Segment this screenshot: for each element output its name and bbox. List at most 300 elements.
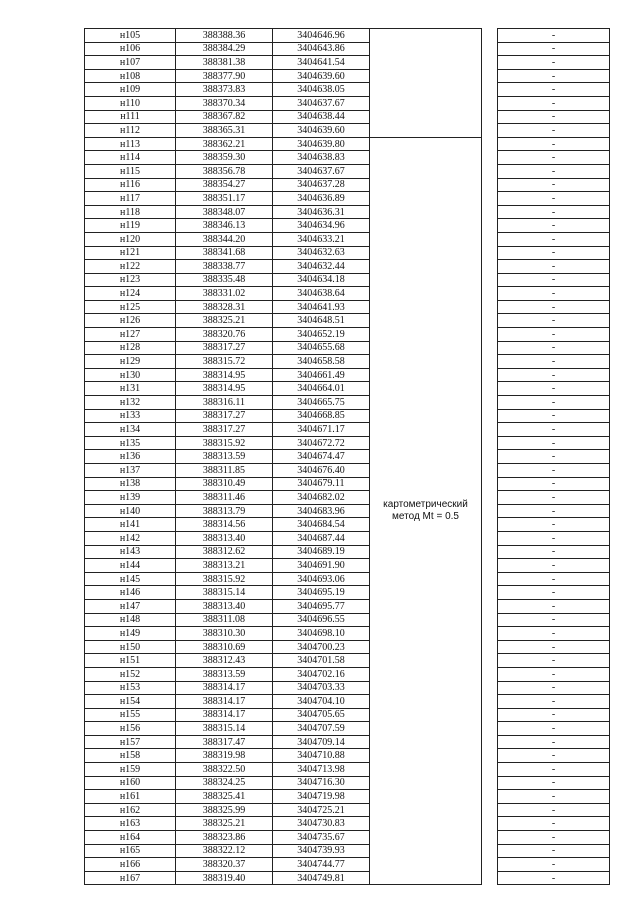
x-coordinate-cell: 388320.37 bbox=[176, 858, 273, 872]
table-row bbox=[85, 56, 610, 70]
x-coordinate-cell: 388370.34 bbox=[176, 96, 273, 110]
table-row bbox=[85, 450, 610, 464]
point-name-cell: н150 bbox=[85, 640, 176, 654]
point-name-cell: н156 bbox=[85, 722, 176, 736]
dash-cell: - bbox=[498, 164, 610, 178]
y-coordinate-cell: 3404634.18 bbox=[273, 273, 370, 287]
y-coordinate-cell: 3404668.85 bbox=[273, 409, 370, 423]
table-row bbox=[85, 42, 610, 56]
table-row bbox=[85, 382, 610, 396]
x-coordinate-cell: 388315.14 bbox=[176, 586, 273, 600]
dash-cell: - bbox=[498, 396, 610, 410]
y-coordinate-cell: 3404709.14 bbox=[273, 735, 370, 749]
coordinates-table-body bbox=[85, 29, 610, 885]
dash-cell: - bbox=[498, 477, 610, 491]
table-row bbox=[85, 518, 610, 532]
y-coordinate-cell: 3404633.21 bbox=[273, 232, 370, 246]
table-row bbox=[85, 314, 610, 328]
x-coordinate-cell: 388314.56 bbox=[176, 518, 273, 532]
table-row bbox=[85, 83, 610, 97]
table-row bbox=[85, 858, 610, 872]
y-coordinate-cell: 3404689.19 bbox=[273, 545, 370, 559]
table-row bbox=[85, 776, 610, 790]
point-name-cell: н127 bbox=[85, 328, 176, 342]
point-name-cell: н144 bbox=[85, 559, 176, 573]
y-coordinate-cell: 3404671.17 bbox=[273, 423, 370, 437]
point-name-cell: н126 bbox=[85, 314, 176, 328]
dash-cell: - bbox=[498, 654, 610, 668]
x-coordinate-cell: 388319.98 bbox=[176, 749, 273, 763]
x-coordinate-cell: 388373.83 bbox=[176, 83, 273, 97]
y-coordinate-cell: 3404639.60 bbox=[273, 124, 370, 138]
y-coordinate-cell: 3404707.59 bbox=[273, 722, 370, 736]
table-row bbox=[85, 436, 610, 450]
y-coordinate-cell: 3404637.67 bbox=[273, 164, 370, 178]
table-row bbox=[85, 695, 610, 709]
point-name-cell: н162 bbox=[85, 803, 176, 817]
y-coordinate-cell: 3404676.40 bbox=[273, 464, 370, 478]
point-name-cell: н142 bbox=[85, 531, 176, 545]
y-coordinate-cell: 3404637.28 bbox=[273, 178, 370, 192]
point-name-cell: н159 bbox=[85, 763, 176, 777]
x-coordinate-cell: 388341.68 bbox=[176, 246, 273, 260]
y-coordinate-cell: 3404703.33 bbox=[273, 681, 370, 695]
point-name-cell: н145 bbox=[85, 572, 176, 586]
dash-cell: - bbox=[498, 96, 610, 110]
table-row bbox=[85, 667, 610, 681]
dash-cell: - bbox=[498, 69, 610, 83]
dash-cell: - bbox=[498, 790, 610, 804]
point-name-cell: н120 bbox=[85, 232, 176, 246]
table-row bbox=[85, 232, 610, 246]
y-coordinate-cell: 3404643.86 bbox=[273, 42, 370, 56]
table-row bbox=[85, 708, 610, 722]
x-coordinate-cell: 388317.27 bbox=[176, 341, 273, 355]
x-coordinate-cell: 388362.21 bbox=[176, 137, 273, 151]
dash-cell: - bbox=[498, 695, 610, 709]
point-name-cell: н164 bbox=[85, 831, 176, 845]
dash-cell: - bbox=[498, 355, 610, 369]
y-coordinate-cell: 3404638.44 bbox=[273, 110, 370, 124]
x-coordinate-cell: 388377.90 bbox=[176, 69, 273, 83]
y-coordinate-cell: 3404641.54 bbox=[273, 56, 370, 70]
dash-cell: - bbox=[498, 831, 610, 845]
table-row bbox=[85, 137, 610, 151]
method-note-cell: картометрический метод Mt = 0.5 bbox=[370, 137, 482, 885]
y-coordinate-cell: 3404683.96 bbox=[273, 504, 370, 518]
point-name-cell: н146 bbox=[85, 586, 176, 600]
dash-cell: - bbox=[498, 178, 610, 192]
x-coordinate-cell: 388310.69 bbox=[176, 640, 273, 654]
table-row bbox=[85, 192, 610, 206]
point-name-cell: н116 bbox=[85, 178, 176, 192]
dash-cell: - bbox=[498, 871, 610, 885]
dash-cell: - bbox=[498, 613, 610, 627]
table-row bbox=[85, 654, 610, 668]
table-row bbox=[85, 844, 610, 858]
x-coordinate-cell: 388328.31 bbox=[176, 300, 273, 314]
x-coordinate-cell: 388325.21 bbox=[176, 314, 273, 328]
y-coordinate-cell: 3404696.55 bbox=[273, 613, 370, 627]
y-coordinate-cell: 3404632.44 bbox=[273, 260, 370, 274]
dash-cell: - bbox=[498, 844, 610, 858]
y-coordinate-cell: 3404674.47 bbox=[273, 450, 370, 464]
dash-cell: - bbox=[498, 518, 610, 532]
point-name-cell: н135 bbox=[85, 436, 176, 450]
x-coordinate-cell: 388314.17 bbox=[176, 695, 273, 709]
table-row bbox=[85, 640, 610, 654]
x-coordinate-cell: 388356.78 bbox=[176, 164, 273, 178]
dash-cell: - bbox=[498, 29, 610, 43]
table-row bbox=[85, 681, 610, 695]
x-coordinate-cell: 388310.49 bbox=[176, 477, 273, 491]
dash-cell: - bbox=[498, 803, 610, 817]
table-row bbox=[85, 790, 610, 804]
table-row bbox=[85, 586, 610, 600]
y-coordinate-cell: 3404636.31 bbox=[273, 205, 370, 219]
x-coordinate-cell: 388348.07 bbox=[176, 205, 273, 219]
table-row bbox=[85, 396, 610, 410]
x-coordinate-cell: 388359.30 bbox=[176, 151, 273, 165]
y-coordinate-cell: 3404719.98 bbox=[273, 790, 370, 804]
dash-cell: - bbox=[498, 137, 610, 151]
dash-cell: - bbox=[498, 192, 610, 206]
x-coordinate-cell: 388322.12 bbox=[176, 844, 273, 858]
dash-cell: - bbox=[498, 450, 610, 464]
point-name-cell: н133 bbox=[85, 409, 176, 423]
x-coordinate-cell: 388314.95 bbox=[176, 382, 273, 396]
x-coordinate-cell: 388388.36 bbox=[176, 29, 273, 43]
y-coordinate-cell: 3404705.65 bbox=[273, 708, 370, 722]
x-coordinate-cell: 388325.21 bbox=[176, 817, 273, 831]
dash-cell: - bbox=[498, 531, 610, 545]
table-row bbox=[85, 341, 610, 355]
table-row bbox=[85, 300, 610, 314]
dash-cell: - bbox=[498, 559, 610, 573]
x-coordinate-cell: 388346.13 bbox=[176, 219, 273, 233]
x-coordinate-cell: 388315.92 bbox=[176, 572, 273, 586]
coordinates-table bbox=[84, 28, 610, 885]
x-coordinate-cell: 388313.21 bbox=[176, 559, 273, 573]
x-coordinate-cell: 388331.02 bbox=[176, 287, 273, 301]
y-coordinate-cell: 3404639.60 bbox=[273, 69, 370, 83]
x-coordinate-cell: 388351.17 bbox=[176, 192, 273, 206]
dash-cell: - bbox=[498, 314, 610, 328]
y-coordinate-cell: 3404658.58 bbox=[273, 355, 370, 369]
point-name-cell: н130 bbox=[85, 368, 176, 382]
table-row bbox=[85, 110, 610, 124]
y-coordinate-cell: 3404744.77 bbox=[273, 858, 370, 872]
y-coordinate-cell: 3404713.98 bbox=[273, 763, 370, 777]
x-coordinate-cell: 388325.41 bbox=[176, 790, 273, 804]
point-name-cell: н131 bbox=[85, 382, 176, 396]
dash-cell: - bbox=[498, 586, 610, 600]
point-name-cell: н134 bbox=[85, 423, 176, 437]
table-row bbox=[85, 749, 610, 763]
dash-cell: - bbox=[498, 219, 610, 233]
point-name-cell: н106 bbox=[85, 42, 176, 56]
point-name-cell: н137 bbox=[85, 464, 176, 478]
dash-cell: - bbox=[498, 273, 610, 287]
point-name-cell: н128 bbox=[85, 341, 176, 355]
y-coordinate-cell: 3404691.90 bbox=[273, 559, 370, 573]
point-name-cell: н108 bbox=[85, 69, 176, 83]
x-coordinate-cell: 388317.27 bbox=[176, 423, 273, 437]
x-coordinate-cell: 388312.43 bbox=[176, 654, 273, 668]
dash-cell: - bbox=[498, 341, 610, 355]
point-name-cell: н166 bbox=[85, 858, 176, 872]
x-coordinate-cell: 388313.59 bbox=[176, 667, 273, 681]
y-coordinate-cell: 3404655.68 bbox=[273, 341, 370, 355]
table-row bbox=[85, 599, 610, 613]
y-coordinate-cell: 3404638.64 bbox=[273, 287, 370, 301]
y-coordinate-cell: 3404639.80 bbox=[273, 137, 370, 151]
dash-cell: - bbox=[498, 436, 610, 450]
point-name-cell: н139 bbox=[85, 491, 176, 505]
x-coordinate-cell: 388317.47 bbox=[176, 735, 273, 749]
point-name-cell: н105 bbox=[85, 29, 176, 43]
dash-cell: - bbox=[498, 599, 610, 613]
table-row bbox=[85, 328, 610, 342]
table-row bbox=[85, 355, 610, 369]
dash-cell: - bbox=[498, 124, 610, 138]
table-row bbox=[85, 627, 610, 641]
point-name-cell: н132 bbox=[85, 396, 176, 410]
x-coordinate-cell: 388338.77 bbox=[176, 260, 273, 274]
y-coordinate-cell: 3404700.23 bbox=[273, 640, 370, 654]
x-coordinate-cell: 388313.40 bbox=[176, 531, 273, 545]
y-coordinate-cell: 3404695.19 bbox=[273, 586, 370, 600]
dash-cell: - bbox=[498, 328, 610, 342]
x-coordinate-cell: 388315.72 bbox=[176, 355, 273, 369]
x-coordinate-cell: 388315.14 bbox=[176, 722, 273, 736]
dash-cell: - bbox=[498, 246, 610, 260]
point-name-cell: н165 bbox=[85, 844, 176, 858]
y-coordinate-cell: 3404701.58 bbox=[273, 654, 370, 668]
y-coordinate-cell: 3404632.63 bbox=[273, 246, 370, 260]
y-coordinate-cell: 3404634.96 bbox=[273, 219, 370, 233]
point-name-cell: н125 bbox=[85, 300, 176, 314]
x-coordinate-cell: 388323.86 bbox=[176, 831, 273, 845]
table-row bbox=[85, 831, 610, 845]
table-row bbox=[85, 409, 610, 423]
table-row bbox=[85, 164, 610, 178]
dash-cell: - bbox=[498, 83, 610, 97]
table-row bbox=[85, 29, 610, 43]
point-name-cell: н161 bbox=[85, 790, 176, 804]
dash-cell: - bbox=[498, 681, 610, 695]
y-coordinate-cell: 3404648.51 bbox=[273, 314, 370, 328]
table-row bbox=[85, 151, 610, 165]
dash-cell: - bbox=[498, 300, 610, 314]
point-name-cell: н119 bbox=[85, 219, 176, 233]
y-coordinate-cell: 3404637.67 bbox=[273, 96, 370, 110]
dash-cell: - bbox=[498, 232, 610, 246]
point-name-cell: н111 bbox=[85, 110, 176, 124]
point-name-cell: н112 bbox=[85, 124, 176, 138]
point-name-cell: н140 bbox=[85, 504, 176, 518]
x-coordinate-cell: 388316.11 bbox=[176, 396, 273, 410]
table-row bbox=[85, 531, 610, 545]
point-name-cell: н118 bbox=[85, 205, 176, 219]
x-coordinate-cell: 388324.25 bbox=[176, 776, 273, 790]
y-coordinate-cell: 3404693.06 bbox=[273, 572, 370, 586]
point-name-cell: н136 bbox=[85, 450, 176, 464]
point-name-cell: н122 bbox=[85, 260, 176, 274]
dash-cell: - bbox=[498, 368, 610, 382]
x-coordinate-cell: 388314.95 bbox=[176, 368, 273, 382]
table-row bbox=[85, 205, 610, 219]
point-name-cell: н109 bbox=[85, 83, 176, 97]
point-name-cell: н152 bbox=[85, 667, 176, 681]
dash-cell: - bbox=[498, 817, 610, 831]
point-name-cell: н154 bbox=[85, 695, 176, 709]
dash-cell: - bbox=[498, 572, 610, 586]
table-row bbox=[85, 803, 610, 817]
x-coordinate-cell: 388344.20 bbox=[176, 232, 273, 246]
y-coordinate-cell: 3404739.93 bbox=[273, 844, 370, 858]
table-row bbox=[85, 504, 610, 518]
table-row bbox=[85, 735, 610, 749]
dash-cell: - bbox=[498, 409, 610, 423]
point-name-cell: н158 bbox=[85, 749, 176, 763]
x-coordinate-cell: 388367.82 bbox=[176, 110, 273, 124]
point-name-cell: н157 bbox=[85, 735, 176, 749]
dash-cell: - bbox=[498, 735, 610, 749]
dash-cell: - bbox=[498, 423, 610, 437]
table-row bbox=[85, 559, 610, 573]
dash-cell: - bbox=[498, 42, 610, 56]
column-gap bbox=[482, 29, 498, 885]
dash-cell: - bbox=[498, 858, 610, 872]
y-coordinate-cell: 3404665.75 bbox=[273, 396, 370, 410]
point-name-cell: н110 bbox=[85, 96, 176, 110]
point-name-cell: н124 bbox=[85, 287, 176, 301]
y-coordinate-cell: 3404652.19 bbox=[273, 328, 370, 342]
x-coordinate-cell: 388365.31 bbox=[176, 124, 273, 138]
point-name-cell: н153 bbox=[85, 681, 176, 695]
y-coordinate-cell: 3404702.16 bbox=[273, 667, 370, 681]
table-row bbox=[85, 423, 610, 437]
dash-cell: - bbox=[498, 151, 610, 165]
y-coordinate-cell: 3404646.96 bbox=[273, 29, 370, 43]
x-coordinate-cell: 388315.92 bbox=[176, 436, 273, 450]
point-name-cell: н163 bbox=[85, 817, 176, 831]
table-row bbox=[85, 491, 610, 505]
dash-cell: - bbox=[498, 667, 610, 681]
point-name-cell: н147 bbox=[85, 599, 176, 613]
x-coordinate-cell: 388311.08 bbox=[176, 613, 273, 627]
point-name-cell: н167 bbox=[85, 871, 176, 885]
table-row bbox=[85, 613, 610, 627]
point-name-cell: н117 bbox=[85, 192, 176, 206]
dash-cell: - bbox=[498, 776, 610, 790]
table-row bbox=[85, 722, 610, 736]
x-coordinate-cell: 388354.27 bbox=[176, 178, 273, 192]
y-coordinate-cell: 3404710.88 bbox=[273, 749, 370, 763]
y-coordinate-cell: 3404716.30 bbox=[273, 776, 370, 790]
x-coordinate-cell: 388314.17 bbox=[176, 708, 273, 722]
method-cell-empty bbox=[370, 29, 482, 138]
dash-cell: - bbox=[498, 722, 610, 736]
table-row bbox=[85, 477, 610, 491]
dash-cell: - bbox=[498, 749, 610, 763]
y-coordinate-cell: 3404730.83 bbox=[273, 817, 370, 831]
table-row bbox=[85, 287, 610, 301]
dash-cell: - bbox=[498, 545, 610, 559]
dash-cell: - bbox=[498, 56, 610, 70]
point-name-cell: н141 bbox=[85, 518, 176, 532]
table-row bbox=[85, 96, 610, 110]
y-coordinate-cell: 3404698.10 bbox=[273, 627, 370, 641]
dash-cell: - bbox=[498, 640, 610, 654]
point-name-cell: н149 bbox=[85, 627, 176, 641]
y-coordinate-cell: 3404682.02 bbox=[273, 491, 370, 505]
y-coordinate-cell: 3404638.05 bbox=[273, 83, 370, 97]
point-name-cell: н113 bbox=[85, 137, 176, 151]
point-name-cell: н107 bbox=[85, 56, 176, 70]
x-coordinate-cell: 388311.85 bbox=[176, 464, 273, 478]
x-coordinate-cell: 388310.30 bbox=[176, 627, 273, 641]
x-coordinate-cell: 388313.40 bbox=[176, 599, 273, 613]
x-coordinate-cell: 388313.59 bbox=[176, 450, 273, 464]
table-row bbox=[85, 178, 610, 192]
y-coordinate-cell: 3404725.21 bbox=[273, 803, 370, 817]
y-coordinate-cell: 3404704.10 bbox=[273, 695, 370, 709]
table-row bbox=[85, 464, 610, 478]
y-coordinate-cell: 3404684.54 bbox=[273, 518, 370, 532]
table-row bbox=[85, 273, 610, 287]
table-row bbox=[85, 572, 610, 586]
table-row bbox=[85, 260, 610, 274]
point-name-cell: н129 bbox=[85, 355, 176, 369]
dash-cell: - bbox=[498, 464, 610, 478]
table-row bbox=[85, 817, 610, 831]
x-coordinate-cell: 388312.62 bbox=[176, 545, 273, 559]
dash-cell: - bbox=[498, 287, 610, 301]
y-coordinate-cell: 3404672.72 bbox=[273, 436, 370, 450]
x-coordinate-cell: 388314.17 bbox=[176, 681, 273, 695]
table-row bbox=[85, 871, 610, 885]
x-coordinate-cell: 388381.38 bbox=[176, 56, 273, 70]
table-row bbox=[85, 545, 610, 559]
point-name-cell: н155 bbox=[85, 708, 176, 722]
point-name-cell: н160 bbox=[85, 776, 176, 790]
x-coordinate-cell: 388335.48 bbox=[176, 273, 273, 287]
x-coordinate-cell: 388325.99 bbox=[176, 803, 273, 817]
point-name-cell: н151 bbox=[85, 654, 176, 668]
dash-cell: - bbox=[498, 260, 610, 274]
table-row bbox=[85, 69, 610, 83]
dash-cell: - bbox=[498, 205, 610, 219]
point-name-cell: н121 bbox=[85, 246, 176, 260]
y-coordinate-cell: 3404661.49 bbox=[273, 368, 370, 382]
table-row bbox=[85, 368, 610, 382]
y-coordinate-cell: 3404679.11 bbox=[273, 477, 370, 491]
x-coordinate-cell: 388317.27 bbox=[176, 409, 273, 423]
y-coordinate-cell: 3404638.83 bbox=[273, 151, 370, 165]
table-row bbox=[85, 763, 610, 777]
table-row bbox=[85, 246, 610, 260]
y-coordinate-cell: 3404687.44 bbox=[273, 531, 370, 545]
dash-cell: - bbox=[498, 382, 610, 396]
y-coordinate-cell: 3404636.89 bbox=[273, 192, 370, 206]
y-coordinate-cell: 3404749.81 bbox=[273, 871, 370, 885]
x-coordinate-cell: 388320.76 bbox=[176, 328, 273, 342]
point-name-cell: н115 bbox=[85, 164, 176, 178]
dash-cell: - bbox=[498, 504, 610, 518]
table-row bbox=[85, 219, 610, 233]
